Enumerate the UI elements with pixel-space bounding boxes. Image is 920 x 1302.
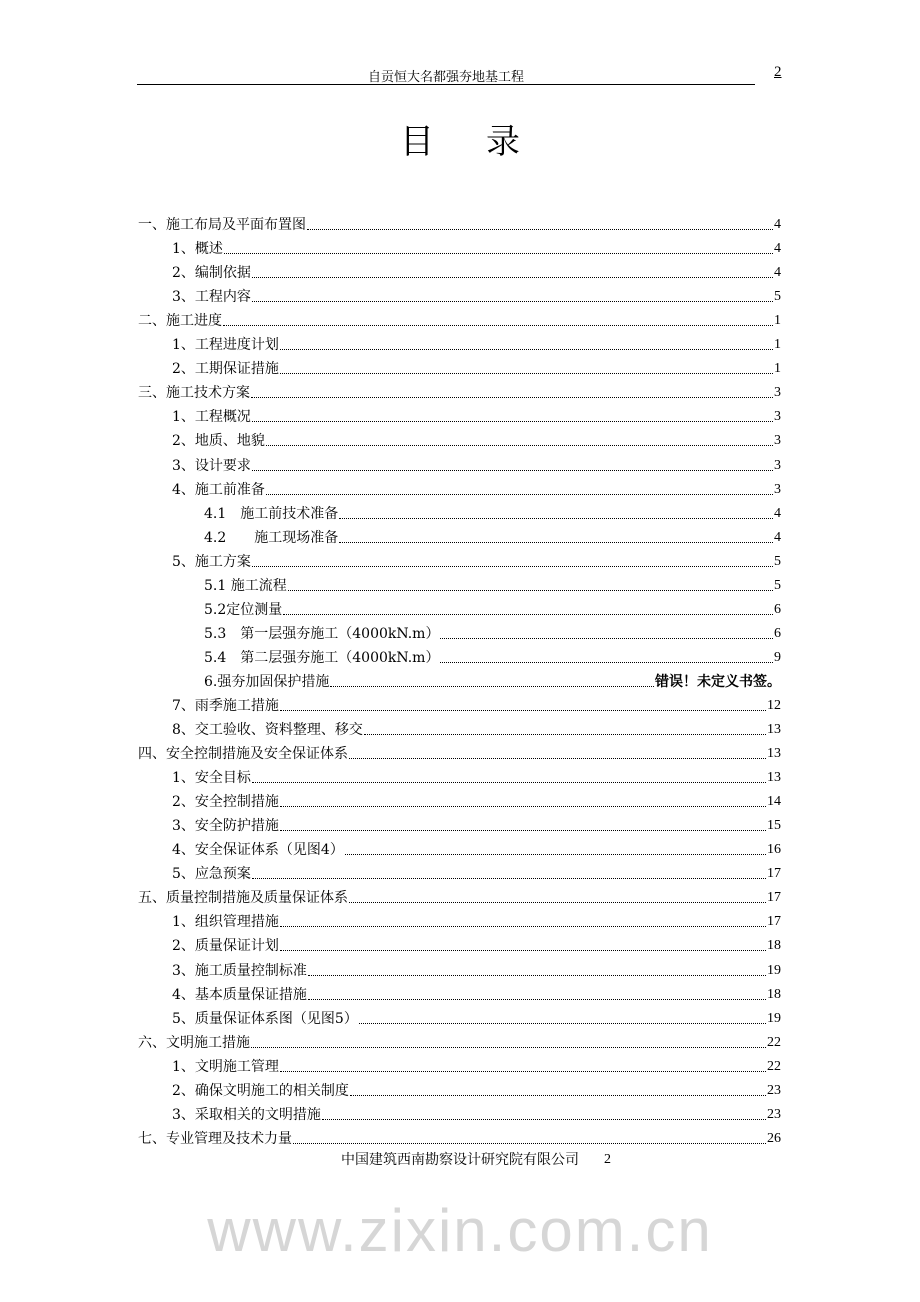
toc-entry-title: 1、概述 bbox=[172, 241, 223, 258]
dot-leader bbox=[308, 999, 766, 1000]
toc-entry-page: 18 bbox=[767, 986, 781, 1002]
toc-entry[interactable] bbox=[138, 1124, 781, 1148]
header-title: 自贡恒大名都强夯地基工程 bbox=[367, 70, 524, 85]
toc-entry-title: 2、地质、地貌 bbox=[172, 433, 265, 450]
toc-entry[interactable] bbox=[138, 426, 781, 450]
toc-entry[interactable] bbox=[138, 739, 781, 763]
dot-leader bbox=[339, 518, 773, 519]
dot-leader bbox=[252, 421, 773, 422]
toc-entry[interactable] bbox=[138, 595, 781, 619]
toc-entry-title: 3、采取相关的文明措施 bbox=[172, 1106, 321, 1123]
watermark: www.zixin.com.cn bbox=[207, 1197, 713, 1264]
toc-entry-title: 2、安全控制措施 bbox=[172, 794, 279, 811]
toc-entry[interactable] bbox=[138, 980, 781, 1004]
toc-entry[interactable] bbox=[138, 883, 781, 907]
dot-leader bbox=[293, 1143, 766, 1144]
toc-entry[interactable] bbox=[138, 1076, 781, 1100]
dot-leader bbox=[280, 806, 766, 807]
toc-entry-page: 3 bbox=[774, 385, 781, 401]
dot-leader bbox=[280, 830, 766, 831]
toc-entry-title: 5、施工方案 bbox=[172, 553, 251, 570]
dot-leader bbox=[339, 542, 773, 543]
toc-entry-title: 4.2 施工现场准备 bbox=[204, 529, 339, 546]
toc-entry-title: 1、安全目标 bbox=[172, 770, 251, 787]
dot-leader bbox=[280, 349, 773, 350]
dot-leader bbox=[223, 325, 773, 326]
toc-entry-title: 1、文明施工管理 bbox=[172, 1058, 279, 1075]
toc-entry-title: 5、质量保证体系图（见图5） bbox=[172, 1010, 358, 1027]
toc-entry-error: 错误！未定义书签。 bbox=[655, 673, 781, 690]
dot-leader bbox=[322, 1119, 766, 1120]
toc-entry[interactable] bbox=[138, 547, 781, 571]
toc-entry-page: 19 bbox=[767, 1010, 781, 1026]
toc-entry-page: 3 bbox=[774, 481, 781, 497]
dot-leader bbox=[280, 710, 766, 711]
toc-entry-title: 2、工期保证措施 bbox=[172, 361, 279, 378]
toc-entry[interactable] bbox=[138, 619, 781, 643]
dot-leader bbox=[280, 926, 766, 927]
toc-entry-page: 17 bbox=[767, 866, 781, 882]
toc-entry[interactable] bbox=[138, 234, 781, 258]
toc-entry-title: 一、施工布局及平面布置图 bbox=[138, 217, 306, 234]
toc-entry-page: 13 bbox=[767, 722, 781, 738]
toc-entry-title: 2、质量保证计划 bbox=[172, 938, 279, 955]
dot-leader bbox=[283, 614, 773, 615]
toc-entry-page: 4 bbox=[774, 265, 781, 281]
header-rule bbox=[137, 84, 755, 85]
toc-entry-page: 1 bbox=[774, 313, 781, 329]
toc-entry-title: 1、工程概况 bbox=[172, 409, 251, 426]
dot-leader bbox=[280, 1071, 766, 1072]
toc-entry-page: 4 bbox=[774, 217, 781, 233]
toc-entry[interactable] bbox=[138, 1100, 781, 1124]
toc-entry[interactable] bbox=[138, 811, 781, 835]
toc-entry[interactable] bbox=[138, 835, 781, 859]
toc-entry-page: 5 bbox=[774, 289, 781, 305]
footer-company: 中国建筑西南勘察设计研究院有限公司 bbox=[341, 1152, 579, 1168]
dot-leader bbox=[280, 950, 766, 951]
toc-entry-title: 5、应急预案 bbox=[172, 866, 251, 883]
toc-entry[interactable] bbox=[138, 643, 781, 667]
dot-leader bbox=[252, 277, 773, 278]
toc-entry-page: 17 bbox=[767, 914, 781, 930]
toc-entry-title: 四、安全控制措施及安全保证体系 bbox=[138, 746, 348, 763]
toc-entry-page: 1 bbox=[774, 337, 781, 353]
dot-leader bbox=[251, 397, 773, 398]
toc-entry-page: 1 bbox=[774, 361, 781, 377]
toc-entry-page: 26 bbox=[767, 1130, 781, 1146]
toc-entry-title: 4、基本质量保证措施 bbox=[172, 986, 307, 1003]
toc-entry[interactable] bbox=[138, 450, 781, 474]
dot-leader bbox=[252, 301, 773, 302]
toc-entry[interactable] bbox=[138, 499, 781, 523]
toc-entry-page: 16 bbox=[767, 842, 781, 858]
dot-leader bbox=[440, 638, 773, 639]
toc-entry-title: 8、交工验收、资料整理、移交 bbox=[172, 722, 363, 739]
table-of-contents bbox=[138, 210, 781, 1148]
dot-leader bbox=[308, 975, 766, 976]
toc-entry[interactable] bbox=[138, 1028, 781, 1052]
toc-entry[interactable] bbox=[138, 955, 781, 979]
toc-entry-title: 2、编制依据 bbox=[172, 265, 251, 282]
toc-entry-page: 22 bbox=[767, 1058, 781, 1074]
toc-entry[interactable] bbox=[138, 571, 781, 595]
toc-entry[interactable] bbox=[138, 907, 781, 931]
toc-entry-page: 23 bbox=[767, 1106, 781, 1122]
toc-entry-title: 1、工程进度计划 bbox=[172, 337, 279, 354]
toc-entry[interactable] bbox=[138, 354, 781, 378]
toc-entry[interactable] bbox=[138, 859, 781, 883]
toc-entry-page: 17 bbox=[767, 890, 781, 906]
toc-entry-page: 19 bbox=[767, 962, 781, 978]
toc-entry-title: 三、施工技术方案 bbox=[138, 385, 250, 402]
dot-leader bbox=[345, 854, 766, 855]
toc-entry-title: 6.强夯加固保护措施 bbox=[204, 673, 330, 690]
dot-leader bbox=[252, 470, 773, 471]
toc-entry-page: 12 bbox=[767, 697, 781, 713]
toc-entry-page: 6 bbox=[774, 625, 781, 641]
footer-page-number: 2 bbox=[604, 1152, 611, 1167]
toc-entry-page: 4 bbox=[774, 505, 781, 521]
toc-entry[interactable] bbox=[138, 306, 781, 330]
toc-entry-title: 七、专业管理及技术力量 bbox=[138, 1130, 292, 1147]
toc-entry-title: 4、施工前准备 bbox=[172, 481, 265, 498]
dot-leader bbox=[266, 445, 773, 446]
toc-entry-title: 4.1 施工前技术准备 bbox=[204, 505, 339, 522]
dot-leader bbox=[280, 373, 773, 374]
header-page-number: 2 bbox=[774, 64, 782, 80]
dot-leader bbox=[288, 590, 773, 591]
toc-entry-title: 5.2定位测量 bbox=[204, 601, 283, 618]
toc-entry[interactable] bbox=[138, 523, 781, 547]
dot-leader bbox=[307, 229, 773, 230]
dot-leader bbox=[359, 1023, 766, 1024]
dot-leader bbox=[364, 734, 766, 735]
toc-entry-page: 13 bbox=[767, 770, 781, 786]
dot-leader bbox=[252, 878, 766, 879]
toc-entry[interactable] bbox=[138, 282, 781, 306]
toc-entry[interactable] bbox=[138, 475, 781, 499]
toc-entry[interactable] bbox=[138, 691, 781, 715]
toc-entry-title: 3、设计要求 bbox=[172, 457, 251, 474]
toc-entry-title: 3、工程内容 bbox=[172, 289, 251, 306]
toc-entry[interactable] bbox=[138, 378, 781, 402]
dot-leader bbox=[330, 686, 654, 687]
toc-entry-title: 7、雨季施工措施 bbox=[172, 697, 279, 714]
toc-entry-page: 9 bbox=[774, 649, 781, 665]
toc-entry-page: 5 bbox=[774, 553, 781, 569]
toc-entry[interactable] bbox=[138, 1052, 781, 1076]
toc-entry-page: 6 bbox=[774, 601, 781, 617]
dot-leader bbox=[349, 758, 766, 759]
toc-entry[interactable] bbox=[138, 210, 781, 234]
toc-entry[interactable] bbox=[138, 258, 781, 282]
toc-entry-page: 15 bbox=[767, 818, 781, 834]
toc-entry[interactable] bbox=[138, 402, 781, 426]
toc-entry-page: 14 bbox=[767, 794, 781, 810]
toc-entry-title: 5.1 施工流程 bbox=[204, 577, 287, 594]
toc-entry-title: 六、文明施工措施 bbox=[138, 1034, 250, 1051]
toc-entry-page: 13 bbox=[767, 746, 781, 762]
toc-entry[interactable] bbox=[138, 931, 781, 955]
toc-entry-title: 1、组织管理措施 bbox=[172, 914, 279, 931]
toc-entry-page: 23 bbox=[767, 1082, 781, 1098]
toc-entry-page: 3 bbox=[774, 457, 781, 473]
toc-entry-page: 5 bbox=[774, 577, 781, 593]
dot-leader bbox=[350, 1095, 766, 1096]
dot-leader bbox=[349, 902, 766, 903]
toc-entry-page: 3 bbox=[774, 409, 781, 425]
toc-entry-title: 3、安全防护措施 bbox=[172, 818, 279, 835]
toc-entry-page: 18 bbox=[767, 938, 781, 954]
toc-entry-title: 3、施工质量控制标准 bbox=[172, 962, 307, 979]
toc-entry[interactable] bbox=[138, 1004, 781, 1028]
toc-entry[interactable] bbox=[138, 763, 781, 787]
page-title: 目录 bbox=[400, 122, 572, 162]
toc-entry-title: 4、安全保证体系（见图4） bbox=[172, 842, 344, 859]
toc-entry-title: 2、确保文明施工的相关制度 bbox=[172, 1082, 349, 1099]
toc-entry[interactable] bbox=[138, 330, 781, 354]
toc-entry-title: 二、施工进度 bbox=[138, 313, 222, 330]
dot-leader bbox=[252, 566, 773, 567]
toc-entry[interactable] bbox=[138, 667, 781, 691]
toc-entry-page: 4 bbox=[774, 529, 781, 545]
toc-entry-title: 5.3 第一层强夯施工（4000kN.m） bbox=[204, 625, 440, 642]
toc-entry-page: 3 bbox=[774, 433, 781, 449]
dot-leader bbox=[440, 662, 773, 663]
dot-leader bbox=[266, 494, 773, 495]
toc-entry-title: 5.4 第二层强夯施工（4000kN.m） bbox=[204, 649, 440, 666]
dot-leader bbox=[252, 782, 766, 783]
toc-entry-page: 22 bbox=[767, 1034, 781, 1050]
dot-leader bbox=[251, 1047, 766, 1048]
toc-entry[interactable] bbox=[138, 787, 781, 811]
dot-leader bbox=[224, 253, 773, 254]
toc-entry-title: 五、质量控制措施及质量保证体系 bbox=[138, 890, 348, 907]
toc-entry[interactable] bbox=[138, 715, 781, 739]
toc-entry-page: 4 bbox=[774, 241, 781, 257]
